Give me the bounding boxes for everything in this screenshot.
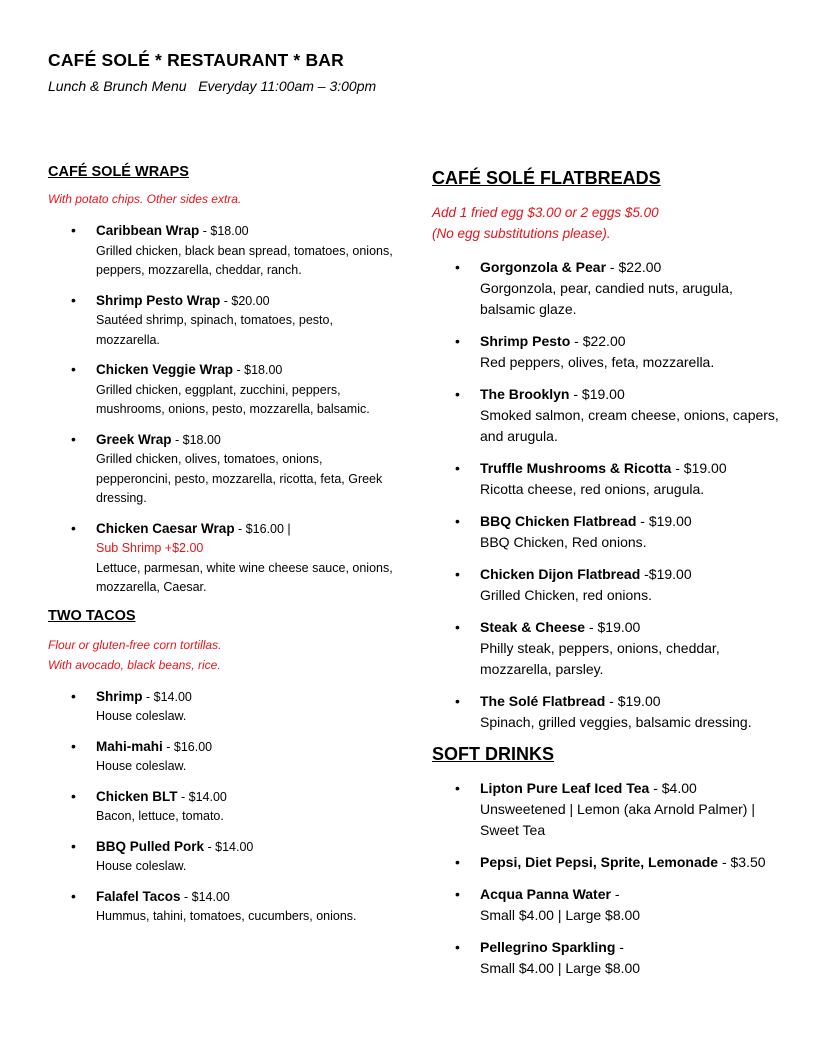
item-name: Lipton Pure Leaf Iced Tea xyxy=(480,780,650,796)
tacos-note xyxy=(48,635,398,675)
item-price: - $16.00 | xyxy=(234,521,291,536)
item-name: BBQ Chicken Flatbread xyxy=(480,513,637,529)
item-description: Sautéed shrimp, spinach, tomatoes, pesto, mozzarella. xyxy=(96,313,333,347)
menu-item xyxy=(432,691,782,733)
item-name: Shrimp xyxy=(96,688,143,704)
menu-item xyxy=(48,291,398,351)
item-price: - $18.00 xyxy=(171,432,221,447)
item-substitution-note: Sub Shrimp +$2.00 xyxy=(96,541,204,555)
item-description: Unsweetened | Lemon (aka Arnold Palmer) | Sweet Tea xyxy=(480,801,755,838)
flatbreads-note-line-1: Add 1 fried egg $3.00 or 2 eggs $5.00 xyxy=(432,205,659,220)
drinks-section-title: SOFT DRINKS xyxy=(432,744,555,764)
item-price: - xyxy=(615,939,624,955)
item-price: - $18.00 xyxy=(233,363,283,377)
menu-item xyxy=(48,221,398,281)
item-price: - $19.00 xyxy=(636,513,692,529)
item-description: Ricotta cheese, red onions, arugula. xyxy=(480,481,705,497)
menu-item xyxy=(432,257,782,320)
item-description: Gorgonzola, pear, candied nuts, arugula, balsamic glaze. xyxy=(480,280,733,317)
wraps-note: With potato chips. Other sides extra. xyxy=(48,192,242,206)
item-name: Mahi-mahi xyxy=(96,738,163,754)
item-description: House coleslaw. xyxy=(96,709,187,723)
tacos-note-line-2: With avocado, black beans, rice. xyxy=(48,657,221,672)
item-description: Spinach, grilled veggies, balsamic dressing. xyxy=(480,714,752,730)
item-description: Grilled chicken, black bean spread, tomatoes, onions, peppers, mozzarella, cheddar, ranch. xyxy=(96,243,393,277)
item-name: Greek Wrap xyxy=(96,431,172,447)
item-price: - xyxy=(610,886,620,902)
right-column xyxy=(432,168,782,990)
item-name: Gorgonzola & Pear xyxy=(480,259,607,275)
item-price: - $3.50 xyxy=(718,854,766,870)
item-description: BBQ Chicken, Red onions. xyxy=(480,534,647,550)
item-name: Chicken BLT xyxy=(96,788,178,804)
menu-item xyxy=(432,884,782,926)
item-description: Lettuce, parmesan, white wine cheese sauce, onions, mozzarella, Caesar. xyxy=(96,560,393,594)
item-description: Philly steak, peppers, onions, cheddar, mozzarella, parsley. xyxy=(480,640,720,677)
wraps-section-title: CAFÉ SOLÉ WRAPS xyxy=(48,164,189,180)
item-description: Small $4.00 | Large $8.00 xyxy=(480,960,641,976)
item-price: - $22.00 xyxy=(606,259,662,275)
item-description: House coleslaw. xyxy=(96,859,187,873)
item-description: Smoked salmon, cream cheese, onions, capers, and arugula. xyxy=(480,407,779,444)
menu-item xyxy=(432,384,782,447)
item-price: - $19.00 xyxy=(671,460,727,476)
item-description: Hummus, tahini, tomatoes, cucumbers, onions. xyxy=(96,909,357,923)
item-description: Grilled Chicken, red onions. xyxy=(480,587,652,603)
item-description: House coleslaw. xyxy=(96,759,187,773)
item-price: - $22.00 xyxy=(570,333,626,349)
drinks-list xyxy=(432,778,782,979)
item-description: Bacon, lettuce, tomato. xyxy=(96,809,224,823)
flatbreads-note xyxy=(432,202,782,244)
flatbreads-section-title: CAFÉ SOLÉ FLATBREADS xyxy=(432,168,661,188)
item-description: Grilled chicken, olives, tomatoes, onions, pepperoncini, pesto, mozzarella, ricotta, feta, Greek dressing. xyxy=(96,452,383,505)
wraps-list xyxy=(48,221,398,598)
menu-item xyxy=(432,331,782,373)
item-name: Pellegrino Sparkling xyxy=(480,939,616,955)
flatbreads-section xyxy=(432,168,782,733)
menu-item xyxy=(432,852,782,873)
item-name: Chicken Veggie Wrap xyxy=(96,362,234,377)
item-name: Chicken Caesar Wrap xyxy=(96,520,235,536)
item-name: Pepsi, Diet Pepsi, Sprite, Lemonade xyxy=(480,854,719,870)
item-name: The Brooklyn xyxy=(480,386,570,402)
item-price: - $19.00 xyxy=(569,386,625,402)
item-name: BBQ Pulled Pork xyxy=(96,838,205,854)
menu-item xyxy=(48,687,398,727)
item-price: - $19.00 xyxy=(605,693,661,709)
tacos-section-title: TWO TACOS xyxy=(48,607,136,624)
menu-item xyxy=(48,837,398,877)
item-price: - $4.00 xyxy=(649,780,697,796)
item-name: Acqua Panna Water xyxy=(480,886,611,902)
menu-item xyxy=(48,360,398,420)
flatbreads-note-line-2: (No egg substitutions please). xyxy=(432,226,611,241)
item-description: Red peppers, olives, feta, mozzarella. xyxy=(480,354,715,370)
menu-item xyxy=(48,519,398,598)
item-price: - $14.00 xyxy=(204,839,254,854)
item-price: - $14.00 xyxy=(142,689,192,704)
menu-header xyxy=(48,50,376,94)
item-name: Caribbean Wrap xyxy=(96,223,200,238)
item-price: - $20.00 xyxy=(220,293,270,308)
item-description: Grilled chicken, eggplant, zucchini, peppers, mushrooms, onions, pesto, mozzarella, balsamic. xyxy=(96,382,370,416)
item-name: Truffle Mushrooms & Ricotta xyxy=(480,460,672,476)
menu-item xyxy=(432,511,782,553)
item-name: Steak & Cheese xyxy=(480,619,586,635)
item-name: Shrimp Pesto Wrap xyxy=(96,292,221,308)
menu-item xyxy=(48,787,398,827)
wraps-section xyxy=(48,164,398,598)
item-description: Small $4.00 | Large $8.00 xyxy=(480,907,641,923)
item-price: -$19.00 xyxy=(640,566,692,582)
menu-item xyxy=(48,430,398,509)
menu-item xyxy=(432,458,782,500)
item-name: Falafel Tacos xyxy=(96,888,181,904)
item-price: - $19.00 xyxy=(585,619,641,635)
menu-item xyxy=(432,564,782,606)
item-name: Shrimp Pesto xyxy=(480,333,571,349)
item-price: - $16.00 xyxy=(162,739,213,754)
item-price: - $14.00 xyxy=(177,789,227,804)
menu-item xyxy=(48,737,398,777)
tacos-section xyxy=(48,608,398,927)
drinks-section xyxy=(432,744,782,979)
menu-item xyxy=(432,937,782,979)
left-column xyxy=(48,164,398,937)
page-title: CAFÉ SOLÉ * RESTAURANT * BAR xyxy=(48,50,344,70)
item-price: - $18.00 xyxy=(199,224,249,238)
flatbreads-list xyxy=(432,257,782,733)
tacos-note-line-1: Flour or gluten-free corn tortillas. xyxy=(48,637,222,652)
page-subtitle: Lunch & Brunch Menu Everyday 11:00am – 3:00pm xyxy=(48,78,377,94)
item-price: - $14.00 xyxy=(180,889,230,904)
menu-item xyxy=(432,778,782,841)
menu-item xyxy=(432,617,782,680)
item-name: The Solé Flatbread xyxy=(480,693,606,709)
menu-item xyxy=(48,887,398,927)
tacos-list xyxy=(48,687,398,927)
item-name: Chicken Dijon Flatbread xyxy=(480,566,641,582)
